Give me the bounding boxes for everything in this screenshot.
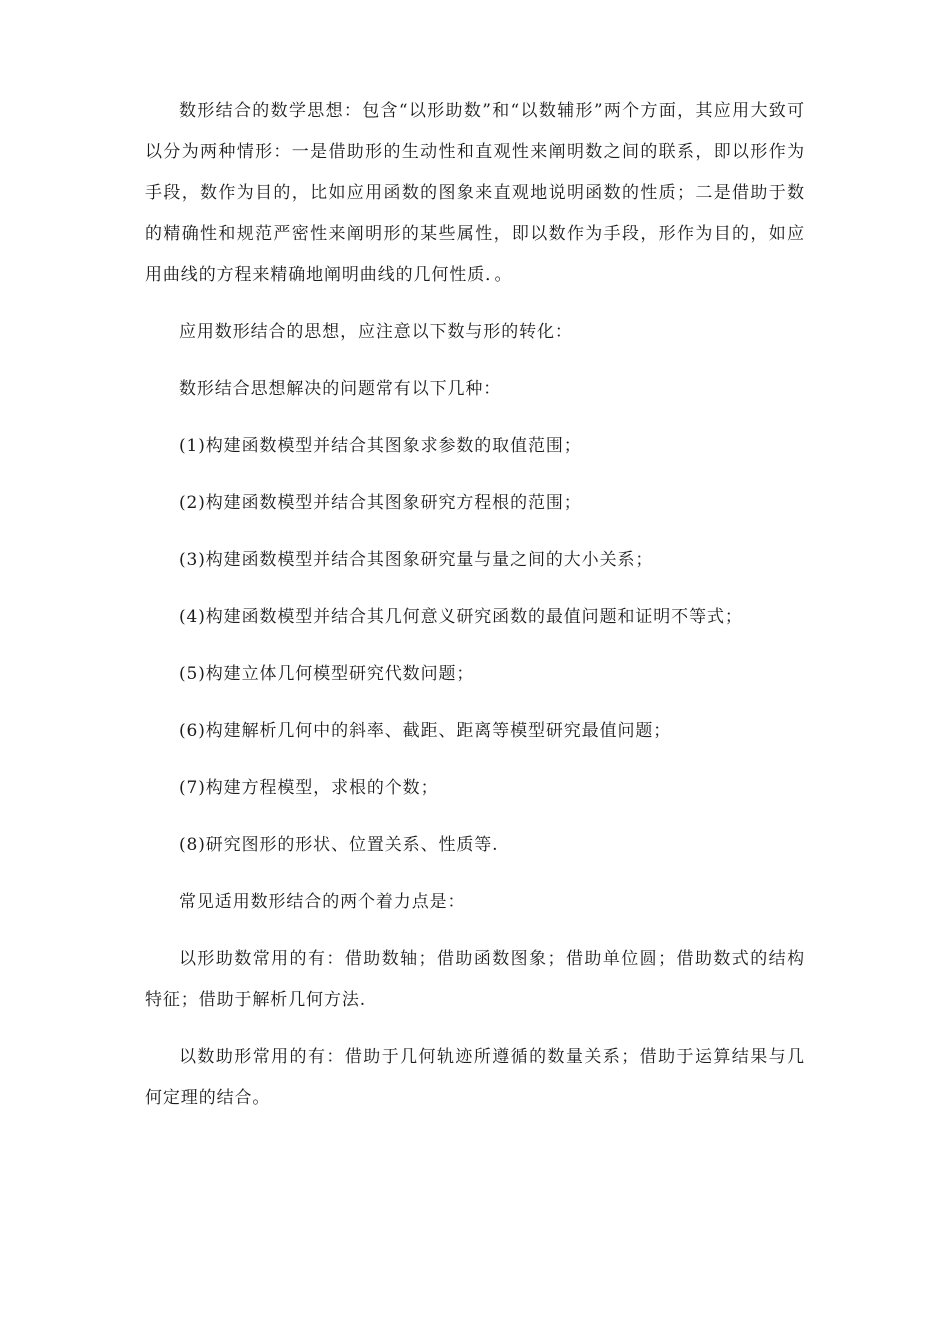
- shape-helps-number-paragraph: 以形助数常用的有：借助数轴；借助函数图象；借助单位圆；借助数式的结构特征；借助于解析几何方法.: [145, 949, 805, 1010]
- transformation-note: 应用数形结合的思想，应注意以下数与形的转化：: [179, 322, 573, 342]
- list-item: (2)构建函数模型并结合其图象研究方程根的范围；: [179, 493, 582, 513]
- list-item: (8)研究图形的形状、位置关系、性质等.: [179, 835, 499, 855]
- intro-paragraph: 数形结合的数学思想：包含“以形助数”和“以数辅形”两个方面，其应用大致可以分为两种情形：一是借助形的生动性和直观性来阐明数之间的联系，即以形作为手段，数作为目的，比如应用函数的图象来直观地说明函数的性质；二是借助于数的精确性和规范严密性来阐明形的某些属性，即以数作为手段，形作为目的，如应用曲线的方程来精确地阐明曲线的几何性质．。: [145, 101, 805, 285]
- list-item: (7)构建方程模型，求根的个数；: [179, 778, 439, 798]
- list-item: (3)构建函数模型并结合其图象研究量与量之间的大小关系；: [179, 550, 654, 570]
- list-item: (4)构建函数模型并结合其几何意义研究函数的最值问题和证明不等式；: [179, 607, 743, 627]
- list-item: (6)构建解析几何中的斜率、截距、距离等模型研究最值问题；: [179, 721, 672, 741]
- list-item: (5)构建立体几何模型研究代数问题；: [179, 664, 475, 684]
- list-item: (1)构建函数模型并结合其图象求参数的取值范围；: [179, 436, 582, 456]
- focus-points-heading: 常见适用数形结合的两个着力点是：: [179, 892, 466, 912]
- problem-types-heading: 数形结合思想解决的问题常有以下几种：: [179, 379, 502, 399]
- number-helps-shape-paragraph: 以数助形常用的有：借助于几何轨迹所遵循的数量关系；借助于运算结果与几何定理的结合。: [145, 1047, 805, 1108]
- document-body: [145, 91, 805, 1135]
